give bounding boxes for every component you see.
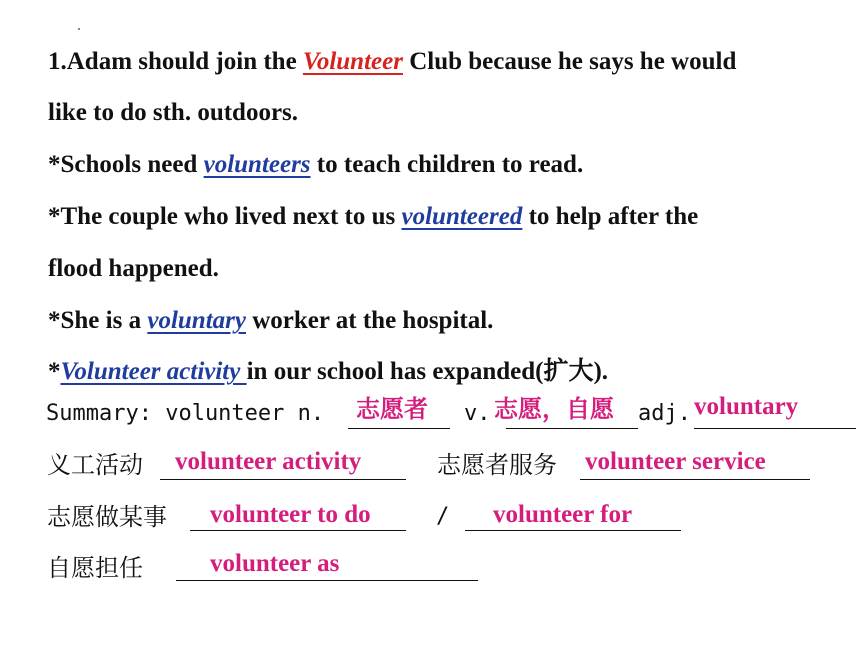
keyword-volunteered: volunteered [401,203,523,230]
sentence-text: flood happened. [48,255,219,282]
blank-as [176,580,478,581]
blank-noun [348,428,450,429]
sentence-2 [48,152,583,177]
adj-label: adj. [638,401,691,426]
sentence-3-cont [48,256,219,281]
phrase-label-to-do: 志愿做某事 [47,503,167,531]
sentence-text: worker at the hospital. [245,307,494,334]
summary-prefix: Summary: volunteer n. [46,401,325,426]
keyword-volunteer: Volunteer [302,48,403,75]
answer-service: volunteer service [585,448,766,475]
answer-as: volunteer as [210,550,340,577]
blank-to-do [190,530,406,531]
keyword-volunteers: volunteers [203,151,311,178]
sentence-text: to teach children to read. [310,151,584,178]
answer-adj: voluntary [694,393,799,420]
answer-noun: 志愿者 [356,395,428,423]
sentence-1-cont [48,100,298,125]
sentence-3 [48,204,698,229]
answer-activity: volunteer activity [175,448,362,475]
blank-activity [160,479,406,480]
blank-adj [694,428,856,429]
sentence-text: like to do sth. outdoors. [48,99,299,126]
phrase-label-as: 自愿担任 [47,554,143,582]
sentence-text: *She is a [48,307,148,334]
blank-for [465,530,681,531]
answer-to-do: volunteer to do [210,501,371,528]
sentence-5 [48,359,608,384]
sentence-text: 1.Adam should join the [48,48,303,75]
sentence-4 [48,308,493,333]
answer-verb: 志愿，自愿 [494,395,614,423]
slash-separator: / [436,504,450,529]
sentence-text: to help after the [522,203,699,230]
sentence-text: Club because he says he would [402,48,737,75]
blank-service [580,479,810,480]
answer-for: volunteer for [493,501,633,528]
verb-label: v. [464,401,491,426]
phrase-label-service: 志愿者服务 [437,451,557,479]
sentence-text: *Schools need [48,151,204,178]
sentence-text: in our school has expanded(扩大). [246,358,609,385]
phrase-label-activity: 义工活动 [47,451,143,479]
stray-dot [78,28,80,30]
keyword-voluntary: voluntary [147,307,246,334]
sentence-text: * [48,358,61,385]
blank-verb [506,428,638,429]
sentence-text: *The couple who lived next to us [48,203,402,230]
keyword-volunteer-activity: Volunteer activity [60,358,247,385]
sentence-1 [48,49,736,74]
